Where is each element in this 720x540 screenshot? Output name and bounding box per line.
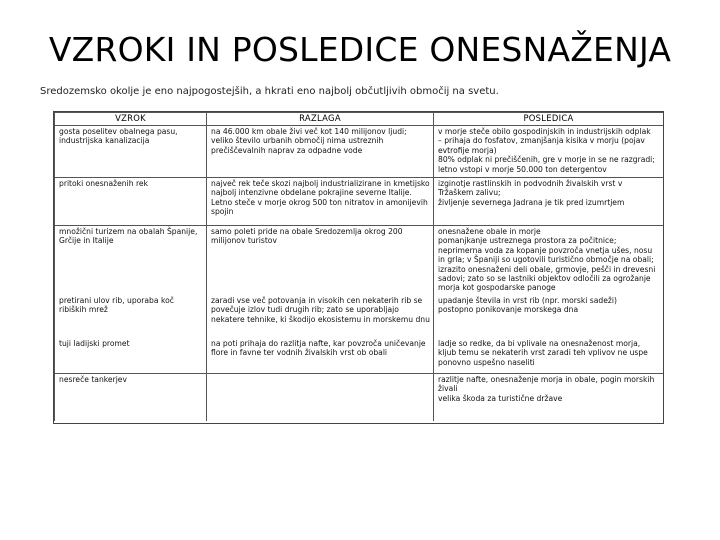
cell-cause: pretirani ulov rib, uporaba koč ribiških mrež [55, 295, 207, 338]
slide-title: VZROKI IN POSLEDICE ONESNAŽENJA [48, 30, 672, 69]
intro-text: Sredozemsko okolje je eno najpogostejših, a hkrati eno najbolj občutljivih območij na svetu. [40, 86, 499, 97]
table-row [55, 226, 664, 295]
cell-effect: razlitje nafte, onesnaženje morja in obale, pogin morskih živali velika škoda za turistične države [434, 373, 664, 421]
cell-cause: tuji ladijski promet [55, 338, 207, 374]
cell-explanation: zaradi vse več potovanja in visokih cen nekaterih rib se povečuje izlov tudi drugih rib; zato se uporabljajo nekatere tehnike, ki škodijo ekosistemu in morskemu dnu [207, 295, 434, 338]
cell-effect: onesnažene obale in morje pomanjkanje ustreznega prostora za počitnice; neprimerna voda za kopanje povzroča vnetja ušes, nosu in grla; v Španiji so ugotovili turistično območje na obali; izrazito onesnaženi deli obale, grmovje, pešči in drevesni sadovi; zato so se lastniki objektov odločili za ogrožanje morja kot gospodarske panoge [434, 226, 664, 295]
cell-explanation: na poti prihaja do razlitja nafte, kar povzroča uničevanje flore in favne ter vodnih živalskih vrst ob obali [207, 338, 434, 374]
cell-effect: upadanje števila in vrst rib (npr. morski sadeži) postopno ponikovanje morskega dna [434, 295, 664, 338]
cell-cause: nesreče tankerjev [55, 373, 207, 421]
header-explanation: RAZLAGA [207, 113, 434, 126]
table-row [55, 295, 664, 338]
table-grid [54, 112, 664, 421]
cell-cause: gosta poselitev obalnega pasu, industrijska kanalizacija [55, 126, 207, 178]
cell-effect: ladje so redke, da bi vplivale na onesnaženost morja, kljub temu se nekaterih vrst zaradi teh vplivov ne uspe ponovno uspešno naseliti [434, 338, 664, 374]
cell-effect: izginotje rastlinskih in podvodnih živalskih vrst v Tržaškem zalivu; življenje severnega Jadrana je tik pred izumrtjem [434, 178, 664, 226]
cell-explanation [207, 373, 434, 421]
table-row [55, 373, 664, 421]
table-row [55, 178, 664, 226]
table-row [55, 338, 664, 374]
cell-effect: v morje steče obilo gospodinjskih in industrijskih odplak – prihaja do fosfatov, zmanjšanja kisika v morju (pojav evtrofije morja) 80% odplak ni prečiščenih, gre v morje in se ne razgradi; letno vstopi v morje 50.000 ton detergentov [434, 126, 664, 178]
table-header-row [55, 113, 664, 126]
header-cause: VZROK [55, 113, 207, 126]
cell-explanation: samo poleti pride na obale Sredozemlja okrog 200 milijonov turistov [207, 226, 434, 295]
table-row [55, 126, 664, 178]
cell-cause: pritoki onesnaženih rek [55, 178, 207, 226]
cell-cause: množični turizem na obalah Španije, Grčije in Italije [55, 226, 207, 295]
causes-effects-table [53, 111, 664, 424]
header-effect: POSLEDICA [434, 113, 664, 126]
cell-explanation: največ rek teče skozi najbolj industrializirane in kmetijsko najbolj intenzivne obdelane pokrajine severne Italije. Letno steče v morje okrog 500 ton nitratov in amonijevih spojin [207, 178, 434, 226]
cell-explanation: na 46.000 km obale živi več kot 140 milijonov ljudi; veliko število urbanih območij nima ustreznih prečiščevalnih naprav za odpadne vode [207, 126, 434, 178]
